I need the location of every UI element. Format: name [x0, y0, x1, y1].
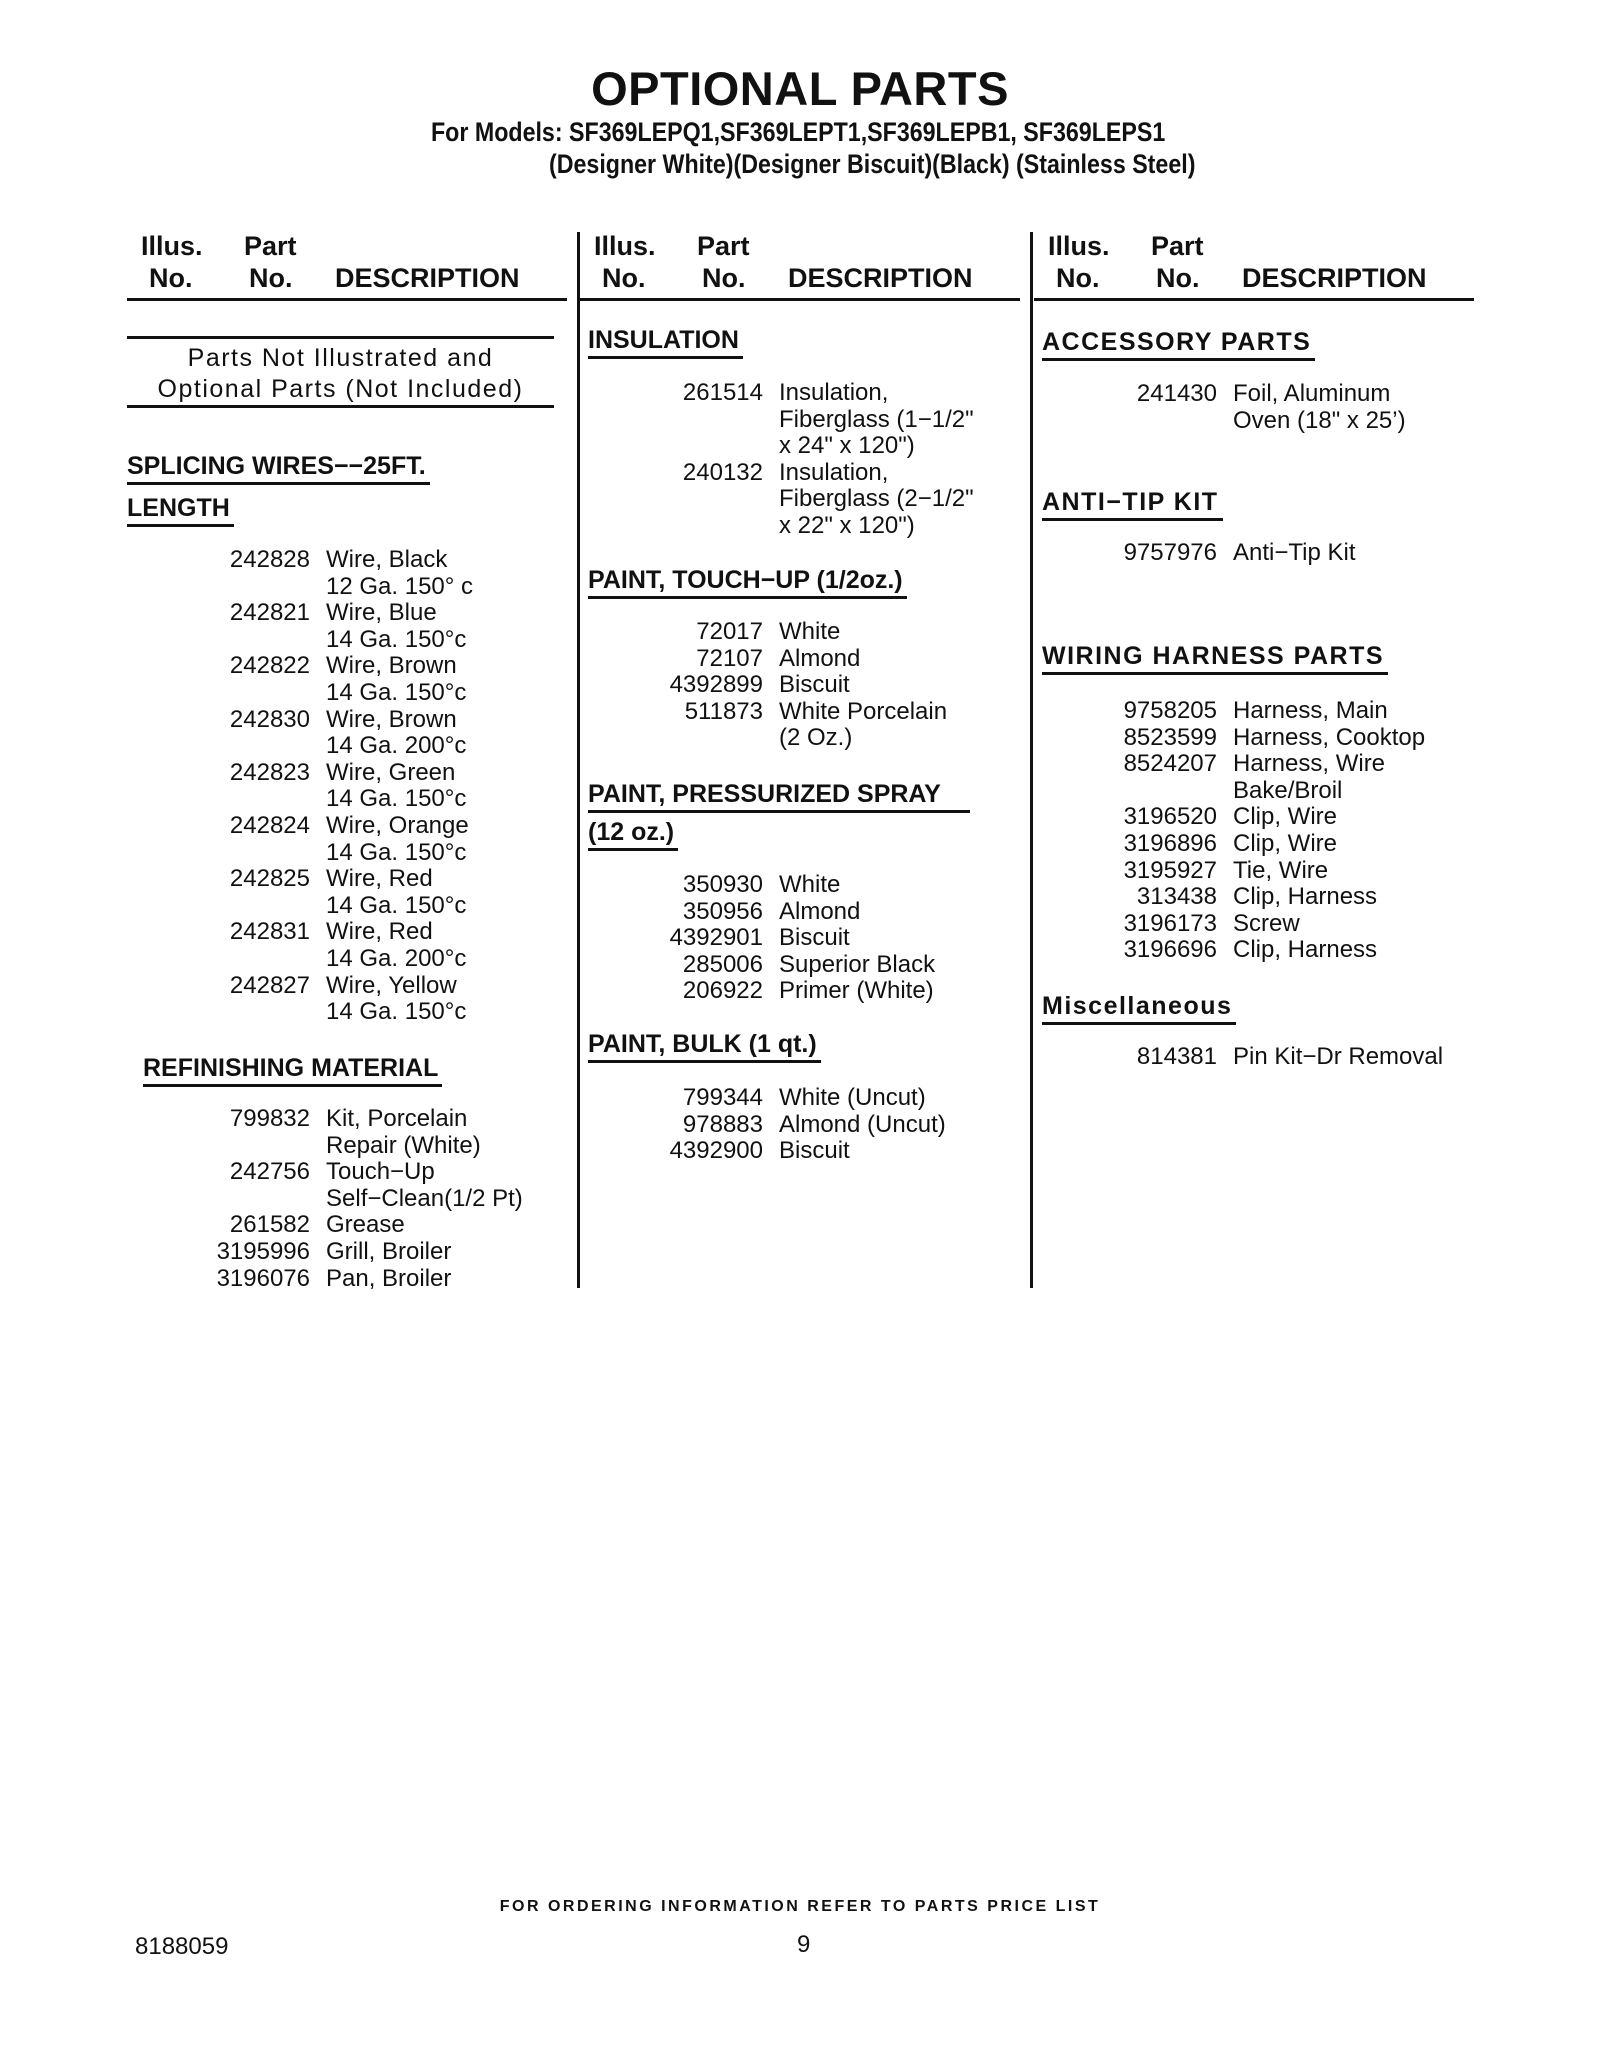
section-title-accessory: ACCESSORY PARTS: [1042, 326, 1315, 361]
part-number: 511873: [684, 697, 763, 725]
part-row: [127, 1159, 567, 1212]
part-row: [580, 619, 1020, 646]
document-number: 8188059: [135, 1933, 229, 1960]
column-divider: [1030, 232, 1033, 1288]
list-splicing: [127, 547, 567, 1026]
part-row: [127, 600, 567, 653]
list-refinishing: [127, 1106, 567, 1292]
part-number: 3195996: [216, 1237, 310, 1265]
part-row: [580, 899, 1020, 926]
part-row: [580, 1112, 1020, 1139]
part-number: 978883: [682, 1110, 763, 1138]
part-row: [127, 760, 567, 813]
list-antitip: [1034, 540, 1474, 567]
part-number: 3196696: [1123, 936, 1217, 964]
part-number: 350930: [682, 871, 763, 898]
header-illus-no: No.: [602, 263, 646, 293]
part-description: Almond: [779, 897, 861, 925]
part-number: 242823: [229, 758, 310, 786]
part-row: [127, 866, 567, 919]
part-description: Harness, Main: [1233, 697, 1388, 724]
section-title-bulk: PAINT, BULK (1 qt.): [588, 1028, 821, 1063]
part-description: Clip, Harness: [1233, 936, 1378, 964]
part-description: Grease: [326, 1211, 405, 1239]
part-row: [580, 872, 1020, 899]
part-description: Almond: [779, 644, 861, 672]
part-row: [580, 978, 1020, 1005]
part-number: 4392899: [669, 671, 763, 699]
part-row: [127, 919, 567, 972]
part-row: [580, 1085, 1020, 1112]
part-number: 261514: [682, 379, 763, 406]
part-description: Harness, Wire Bake/Broil: [1233, 750, 1386, 804]
part-row: [1034, 858, 1474, 885]
part-number: 242830: [229, 705, 310, 733]
part-description: Clip, Wire: [1233, 829, 1338, 857]
part-row: [580, 380, 1020, 460]
part-description: White: [779, 618, 841, 645]
header-description: DESCRIPTION: [1242, 263, 1427, 293]
part-description: Tie, Wire: [1233, 856, 1329, 884]
part-row: [1034, 937, 1474, 964]
part-number: 9757976: [1123, 539, 1217, 566]
section-title-touchup: PAINT, TOUCH−UP (1/2oz.): [588, 564, 907, 599]
part-row: [580, 646, 1020, 673]
part-number: 242821: [229, 599, 310, 627]
part-description: Wire, Orange 14 Ga. 150°c: [326, 811, 469, 866]
part-description: Harness, Cooktop: [1233, 723, 1426, 751]
section-title-splicing: SPLICING WIRES−−25FT.: [127, 450, 430, 485]
part-description: Superior Black: [779, 950, 936, 978]
part-description: Insulation, Fiberglass (1−1/2" x 24" x 120"): [779, 379, 974, 460]
list-spray: [580, 872, 1020, 1005]
part-number: 3196896: [1123, 829, 1217, 857]
part-row: [1034, 698, 1474, 725]
part-number: 8524207: [1123, 750, 1217, 778]
part-description: Kit, Porcelain Repair (White): [326, 1105, 481, 1159]
part-description: Pin Kit−Dr Removal: [1233, 1043, 1444, 1070]
part-number: 313438: [1136, 883, 1217, 911]
column-2: [580, 226, 1020, 1286]
part-row: [580, 672, 1020, 699]
part-description: Wire, Green 14 Ga. 150°c: [326, 758, 467, 813]
part-number: 242831: [229, 918, 310, 946]
part-number: 242822: [229, 652, 310, 680]
part-number: 206922: [682, 977, 763, 1005]
part-row: [1034, 884, 1474, 911]
part-description: Anti−Tip Kit: [1233, 539, 1356, 566]
part-description: Wire, Blue 14 Ga. 150°c: [326, 599, 467, 653]
page-title: OPTIONAL PARTS: [591, 62, 1009, 115]
part-number: 242825: [229, 865, 310, 893]
part-number: 285006: [682, 950, 763, 978]
part-row: [127, 1266, 567, 1293]
section-title-splicing-length: LENGTH: [127, 492, 234, 527]
part-description: Foil, Aluminum Oven (18" x 25’): [1233, 380, 1406, 434]
part-row: [1034, 1044, 1474, 1071]
part-number: 241430: [1136, 380, 1217, 407]
part-description: Biscuit: [779, 924, 850, 952]
part-description: White: [779, 871, 841, 898]
header-part: Part: [244, 231, 297, 261]
part-description: Wire, Red 14 Ga. 150°c: [326, 865, 467, 919]
models-line: For Models: SF369LEPQ1,SF369LEPT1,SF369LEPB1, SF369LEPS1: [431, 117, 1166, 147]
part-row: [127, 1212, 567, 1239]
section-title-harness: WIRING HARNESS PARTS: [1042, 640, 1388, 675]
part-row: [1034, 381, 1474, 434]
part-description: Clip, Harness: [1233, 883, 1378, 911]
part-description: Pan, Broiler: [326, 1264, 452, 1292]
part-number: 240132: [682, 458, 763, 486]
part-row: [127, 813, 567, 866]
part-number: 261582: [229, 1211, 310, 1239]
header-illus: Illus.: [594, 231, 656, 261]
part-number: 799832: [229, 1105, 310, 1132]
part-row: [127, 973, 567, 1026]
column-header: [580, 226, 1020, 301]
section-title-spray-size: (12 oz.): [588, 816, 678, 851]
list-bulk: [580, 1085, 1020, 1165]
column-1: [127, 226, 567, 1292]
part-description: Grill, Broiler: [326, 1237, 452, 1265]
list-touchup: [580, 619, 1020, 752]
part-description: Clip, Wire: [1233, 803, 1338, 831]
header-description: DESCRIPTION: [788, 263, 973, 293]
part-description: Wire, Red 14 Ga. 200°c: [326, 918, 467, 972]
header-illus-no: No.: [149, 263, 193, 293]
header-illus: Illus.: [141, 231, 203, 261]
colors-line: (Designer White)(Designer Biscuit)(Black) (Stainless Steel): [549, 149, 1196, 179]
part-description: Almond (Uncut): [779, 1110, 946, 1138]
part-row: [580, 1138, 1020, 1165]
header-part: Part: [697, 231, 750, 261]
part-number: 4392901: [669, 924, 763, 952]
part-description: Wire, Yellow 14 Ga. 150°c: [326, 971, 467, 1026]
part-row: [1034, 540, 1474, 567]
header-part: Part: [1151, 231, 1204, 261]
part-description: Touch−Up Self−Clean(1/2 Pt): [326, 1158, 523, 1212]
header-illus-no: No.: [1056, 263, 1100, 293]
part-number: 3195927: [1123, 856, 1217, 884]
part-row: [127, 547, 567, 600]
part-row: [580, 460, 1020, 540]
part-row: [127, 707, 567, 760]
part-row: [1034, 831, 1474, 858]
header-part-no: No.: [1156, 263, 1200, 293]
header-part-no: No.: [702, 263, 746, 293]
section-title-insulation: INSULATION: [588, 324, 743, 359]
part-number: 72017: [696, 618, 763, 645]
part-number: 799344: [682, 1084, 763, 1111]
section-title-spray: PAINT, PRESSURIZED SPRAY: [588, 778, 970, 813]
part-row: [580, 699, 1020, 752]
part-row: [127, 653, 567, 706]
list-harness: [1034, 698, 1474, 964]
header-illus: Illus.: [1048, 231, 1110, 261]
list-misc: [1034, 1044, 1474, 1071]
part-number: 72107: [696, 644, 763, 672]
column-3: [1034, 226, 1474, 1286]
part-row: [127, 1239, 567, 1266]
part-number: 242827: [229, 971, 310, 999]
part-number: 242828: [229, 546, 310, 573]
part-number: 242824: [229, 811, 310, 839]
part-number: 350956: [682, 897, 763, 925]
part-number: 3196076: [216, 1264, 310, 1292]
part-row: [1034, 911, 1474, 938]
column-header: [127, 226, 567, 301]
part-description: Wire, Black 12 Ga. 150° c: [326, 546, 474, 600]
part-number: 9758205: [1123, 697, 1217, 724]
list-insulation: [580, 380, 1020, 540]
part-number: 814381: [1136, 1043, 1217, 1070]
part-row: [1034, 804, 1474, 831]
part-number: 3196173: [1123, 909, 1217, 937]
part-row: [127, 1106, 567, 1159]
part-row: [580, 925, 1020, 952]
column-header: [1034, 226, 1474, 301]
part-description: Insulation, Fiberglass (2−1/2" x 22" x 120"): [779, 458, 974, 539]
section-title-misc: Miscellaneous: [1042, 990, 1236, 1025]
part-description: White (Uncut): [779, 1084, 926, 1111]
part-description: Primer (White): [779, 977, 934, 1005]
section-title-antitip: ANTI−TIP KIT: [1042, 486, 1223, 521]
header-part-no: No.: [249, 263, 293, 293]
part-description: Wire, Brown 14 Ga. 150°c: [326, 652, 467, 706]
part-description: Screw: [1233, 909, 1300, 937]
part-number: 3196520: [1123, 803, 1217, 831]
not-included-notice: Parts Not Illustrated and Optional Parts (Not Included): [127, 336, 554, 408]
part-number: 4392900: [669, 1137, 763, 1165]
page-number: 9: [797, 1931, 811, 1958]
part-description: White Porcelain (2 Oz.): [779, 697, 948, 752]
header-description: DESCRIPTION: [335, 263, 520, 293]
part-number: 8523599: [1123, 723, 1217, 751]
part-description: Biscuit: [779, 671, 850, 699]
part-description: Biscuit: [779, 1137, 850, 1165]
list-accessory: [1034, 381, 1474, 434]
part-row: [1034, 725, 1474, 752]
part-row: [580, 952, 1020, 979]
part-row: [1034, 751, 1474, 804]
ordering-note: FOR ORDERING INFORMATION REFER TO PARTS PRICE LIST: [499, 1898, 1101, 1915]
part-description: Wire, Brown 14 Ga. 200°c: [326, 705, 467, 760]
part-number: 242756: [229, 1158, 310, 1186]
section-title-refinishing: REFINISHING MATERIAL: [143, 1052, 442, 1087]
